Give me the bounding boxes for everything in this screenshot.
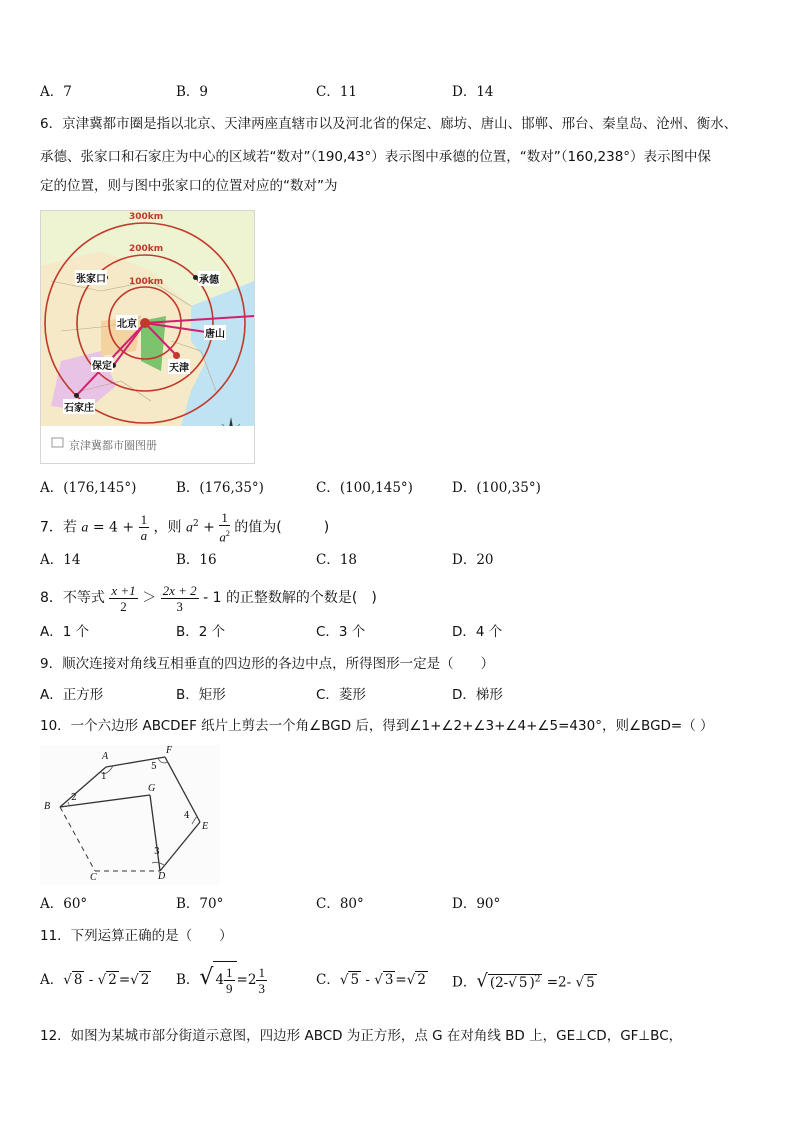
q11-c-rad1: 5	[350, 972, 360, 988]
q7-option-c: C．18	[316, 552, 358, 568]
q11-b-fden: 9	[226, 981, 233, 996]
q11-c-rad2: 3	[384, 972, 394, 988]
q7-then: ，则	[153, 519, 182, 536]
q11-c-minus: -	[361, 972, 375, 988]
q8-option-d: D．4 个	[452, 624, 503, 640]
q11-a-eq: =	[118, 972, 131, 988]
q11-a-label: A．	[40, 972, 64, 988]
q8-suffix: - 1 的正整数解的个数是( )	[203, 590, 377, 606]
label-D: D	[158, 871, 166, 882]
q7-option-a: A．14	[40, 552, 81, 568]
q8-option-c: C．3 个	[316, 624, 366, 640]
label-E: E	[202, 821, 209, 832]
ring-label-100km: 100km	[129, 277, 164, 287]
q7-suffix: 的值为( )	[234, 519, 330, 536]
q8-frac1-num: x +1	[111, 582, 136, 598]
angle-2-label: 2	[71, 793, 77, 803]
q7-question	[40, 506, 330, 545]
q6-option-d: D．(100,35°)	[452, 480, 541, 496]
q8-fraction-1	[109, 583, 137, 614]
q8-question	[40, 580, 377, 616]
q11-question: 11．下列运算正确的是（ ）	[40, 928, 233, 944]
q10-option-b: B．70°	[176, 896, 224, 912]
label-A: A	[102, 751, 109, 762]
label-B: B	[44, 801, 51, 812]
q11-a-rad3: 2	[140, 972, 150, 988]
q7-frac2-num: 1	[221, 510, 228, 526]
q11-option-c: C．√ 5 - √ 3 =√ 2	[316, 972, 426, 988]
beijing-tianjin-hebei-map	[40, 210, 255, 464]
q10-question: 10．一个六边形 ABCDEF 纸片上剪去一个角∠BGD 后，得到∠1+∠2+∠3+∠4+∠5=430°，则∠BGD=（ ）	[40, 718, 714, 734]
q11-d-inner: (2-	[489, 974, 509, 991]
q7-sup: 2	[192, 519, 199, 529]
q12-question: 12．如图为某城市部分街道示意图，四边形 ABCD 为正方形，点 G 在对角线 BD 上，GE⊥CD，GF⊥BC，	[40, 1028, 683, 1044]
q11-c-eq: =	[395, 972, 407, 988]
q8-option-a: A．1 个	[40, 624, 90, 640]
q9-question: 9．顺次连接对角线互相垂直的四边形的各边中点，所得图形一定是（ ）	[40, 656, 495, 672]
label-C: C	[90, 872, 97, 883]
q6-text-line3: 定的位置，则与图中张家口的位置对应的“数对”为	[40, 178, 338, 194]
ring-label-300km: 300km	[129, 212, 164, 222]
q11-a-rad1: 8	[73, 972, 83, 988]
q6-option-b: B．(176,35°)	[176, 480, 264, 496]
q10-option-a: A．60°	[40, 896, 88, 912]
q7-prefix: 7．若	[40, 519, 77, 536]
q9-option-c: C．菱形	[316, 687, 366, 703]
q5-option-b: B．9	[176, 84, 209, 100]
q11-option-a: A．√ 8 - √ 2 =√ 2	[40, 972, 150, 988]
q9-option-d: D．梯形	[452, 687, 503, 703]
map-caption: 京津冀都市圈图册	[69, 439, 157, 452]
q6-option-c: C．(100,145°)	[316, 480, 413, 496]
q11-option-b: B．√ 4 $\frac{1}{9}$ =2 $\frac{1}{3}$	[176, 960, 267, 998]
q11-b-label: B．	[176, 972, 200, 988]
q11-a-minus: -	[84, 972, 98, 988]
q7-a-squared-base: a	[185, 520, 193, 536]
q8-frac2-num: 2x + 2	[162, 582, 197, 598]
q11-b-rden: 3	[258, 981, 265, 996]
label-F: F	[166, 745, 173, 756]
q7-frac2-den	[219, 526, 230, 544]
q11-d-rad2: 5	[586, 974, 595, 991]
beijing-marker	[140, 318, 150, 328]
q6-option-a: A．(176,145°)	[40, 480, 137, 496]
angle-5-label: 5	[151, 762, 157, 772]
shijiazhuang-marker	[74, 393, 79, 398]
q7-fraction-2	[219, 510, 230, 544]
angle-4-label: 4	[184, 811, 190, 821]
q11-d-eq: =2-	[542, 974, 576, 991]
q8-fraction-2	[161, 583, 199, 614]
q11-b-rnum: 1	[258, 965, 265, 980]
q9-option-a: A．正方形	[40, 687, 104, 703]
q11-c-label: C．	[316, 972, 340, 988]
q11-b-fnum: 1	[226, 965, 233, 980]
q7-frac2-den-var: a	[219, 529, 226, 545]
q11-d-rad1: 5	[518, 974, 528, 991]
q10-option-c: C．80°	[316, 896, 364, 912]
q8-frac2-den: 3	[176, 598, 183, 614]
q7-plus: +	[203, 519, 215, 536]
q9-option-b: B．矩形	[176, 687, 226, 703]
q7-frac1-num: 1	[140, 512, 148, 528]
q8-frac1-den: 2	[120, 598, 127, 614]
q11-d-label: D．	[452, 974, 477, 991]
q10-option-d: D．90°	[452, 896, 501, 912]
label-G: G	[148, 783, 156, 794]
q11-a-rad2: 2	[108, 972, 117, 988]
q8-prefix: 8．不等式	[40, 590, 105, 606]
q11-b-whole: 4	[215, 972, 225, 988]
q11-b-result-frac	[256, 965, 267, 996]
city-label-shijiazhuang: 石家庄	[63, 399, 95, 414]
q7-option-b: B．16	[176, 552, 217, 568]
q5-option-c: C．11	[316, 84, 358, 100]
q11-option-d: D．√ (2-√ 5 )$^2$ =2- √ 5	[452, 970, 595, 992]
city-label-baoding: 保定	[91, 357, 113, 372]
q7-frac2-den-sup: 2	[225, 529, 230, 539]
q7-eq-mid: = 4 +	[92, 519, 135, 536]
city-label-beijing: 北京	[116, 315, 138, 330]
q11-b-frac	[224, 965, 235, 996]
angle-3-label: 3	[154, 847, 160, 857]
q7-var-a: a	[81, 520, 89, 536]
tianjin-marker	[173, 352, 180, 359]
q6-text-line2: 承德、张家口和石家庄为中心的区域若“数对”（190,43°）表示图中承德的位置，“数对”（160,238°）表示图中保	[40, 149, 712, 165]
q7-option-d: D．20	[452, 552, 494, 568]
q11-d-close: )	[529, 974, 535, 991]
q8-option-b: B．2 个	[176, 624, 226, 640]
q6-text-line1: 6．京津冀都市圈是指以北京、天津两座直辖市以及河北省的保定、廊坊、唐山、邯郸、邢台、秦皇岛、沧州、衡水、	[40, 116, 738, 132]
q5-option-a: A．7	[40, 84, 72, 100]
q7-frac1-den: a	[140, 528, 148, 544]
hexagon-diagram	[40, 745, 220, 885]
q7-fraction-1	[139, 512, 150, 543]
q8-gt: ＞	[142, 590, 157, 606]
q11-d-sup: 2	[534, 974, 541, 984]
city-label-tianjin: 天津	[168, 359, 190, 374]
q11-c-rad3: 2	[417, 972, 426, 988]
angle-1-label: 1	[101, 772, 107, 782]
city-label-chengde: 承德	[198, 271, 220, 286]
ring-label-200km: 200km	[129, 244, 164, 254]
q5-option-d: D．14	[452, 84, 494, 100]
city-label-tangshan: 唐山	[204, 325, 226, 340]
city-label-zhangjiakou: 张家口	[75, 270, 107, 285]
hexagon-figure	[40, 745, 220, 885]
q11-b-eq: =2	[236, 972, 257, 988]
